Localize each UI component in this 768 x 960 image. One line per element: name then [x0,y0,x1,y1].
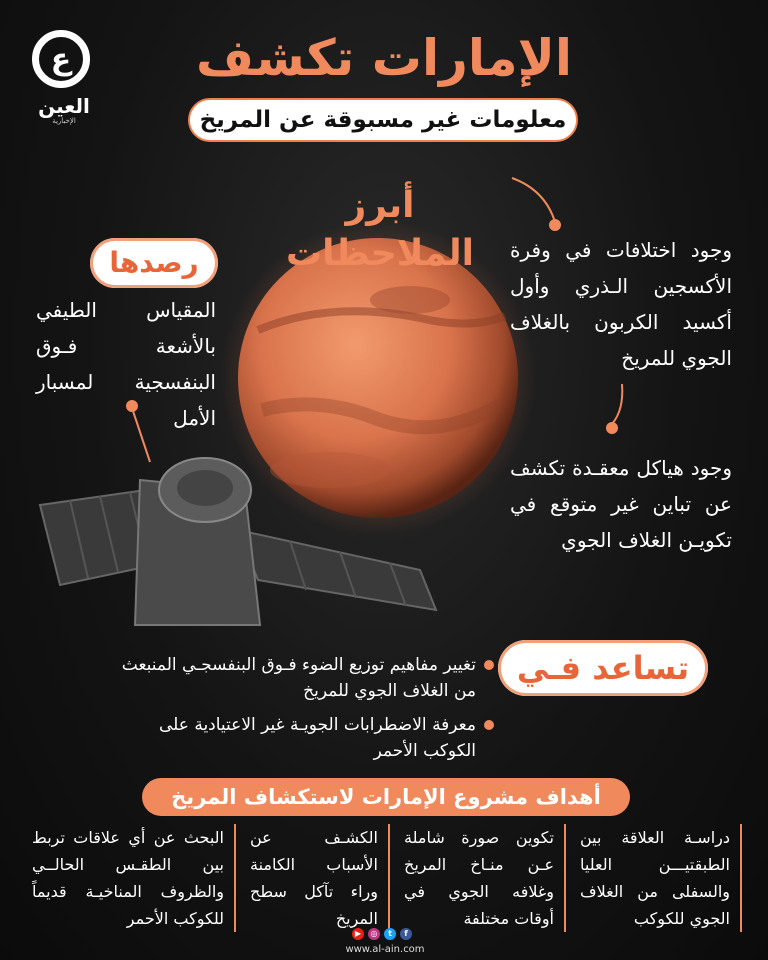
page-subtitle: معلومات غير مسبوقة عن المريخ [188,98,578,142]
helps-item-2 [110,712,494,764]
goal-item-4: البحث عن أي علاقات تربط بين الطقـس الحالــي والظروف المناخيـة قديماً للكوكب الأحمر [32,824,236,932]
observations-heading: أبرز الملاحظات [285,185,475,274]
bullet-icon [484,720,494,730]
goal-item-1: دراسـة العلاقة بين الطبقتيـــن العليا والسفلى من الغلاف الجوي للكوكب [580,824,742,932]
youtube-icon[interactable]: ▶ [352,928,364,940]
goal-item-3: الكشـف عن الأسباب الكامنة وراء تآكل سطح المريخ [250,824,390,932]
instagram-icon[interactable]: ◎ [368,928,380,940]
goal-item-2: تكوين صورة شاملة عـن منـاخ المريخ وغلافه الجوي في أوقات مختلفة [404,824,566,932]
page-title: الإمارات تكشف [196,29,572,87]
twitter-icon[interactable]: t [384,928,396,940]
facebook-icon[interactable]: f [400,928,412,940]
helps-label: تساعد فـي [498,640,708,696]
logo-tagline: الإخبارية [52,117,76,125]
logo-icon: ع [32,30,90,88]
observation-item-1: وجود اختلافات في وفرة الأكسجين الـذري وأول أكسيد الكربون بالغلاف الجوي للمريخ [510,238,732,370]
logo-name: العين [38,94,90,118]
monitored-text: المقياس الطيفي بالأشعة فـوق البنفسجية لمسبار الأمل [36,298,216,430]
goals-heading: أهداف مشروع الإمارات لاستكشاف المريخ [142,778,630,816]
helps-item-text: معرفة الاضطرابات الجويـة غير الاعتيادية على الكوكب الأحمر [158,715,476,761]
social-icons [352,928,412,940]
helps-item-text: تغيير مفاهيم توزيع الضوء فـوق البنفسجـي المنبعث من الغلاف الجوي للمريخ [121,655,476,701]
bullet-icon [484,660,494,670]
monitored-label: رصدها [90,238,218,288]
observation-item-2: وجود هياكل معقـدة تكشف عن تباين غير متوقع في تكويـن الغلاف الجوي [510,456,732,552]
website-link[interactable]: www.al-ain.com [345,944,425,955]
helps-item-1 [110,652,494,704]
